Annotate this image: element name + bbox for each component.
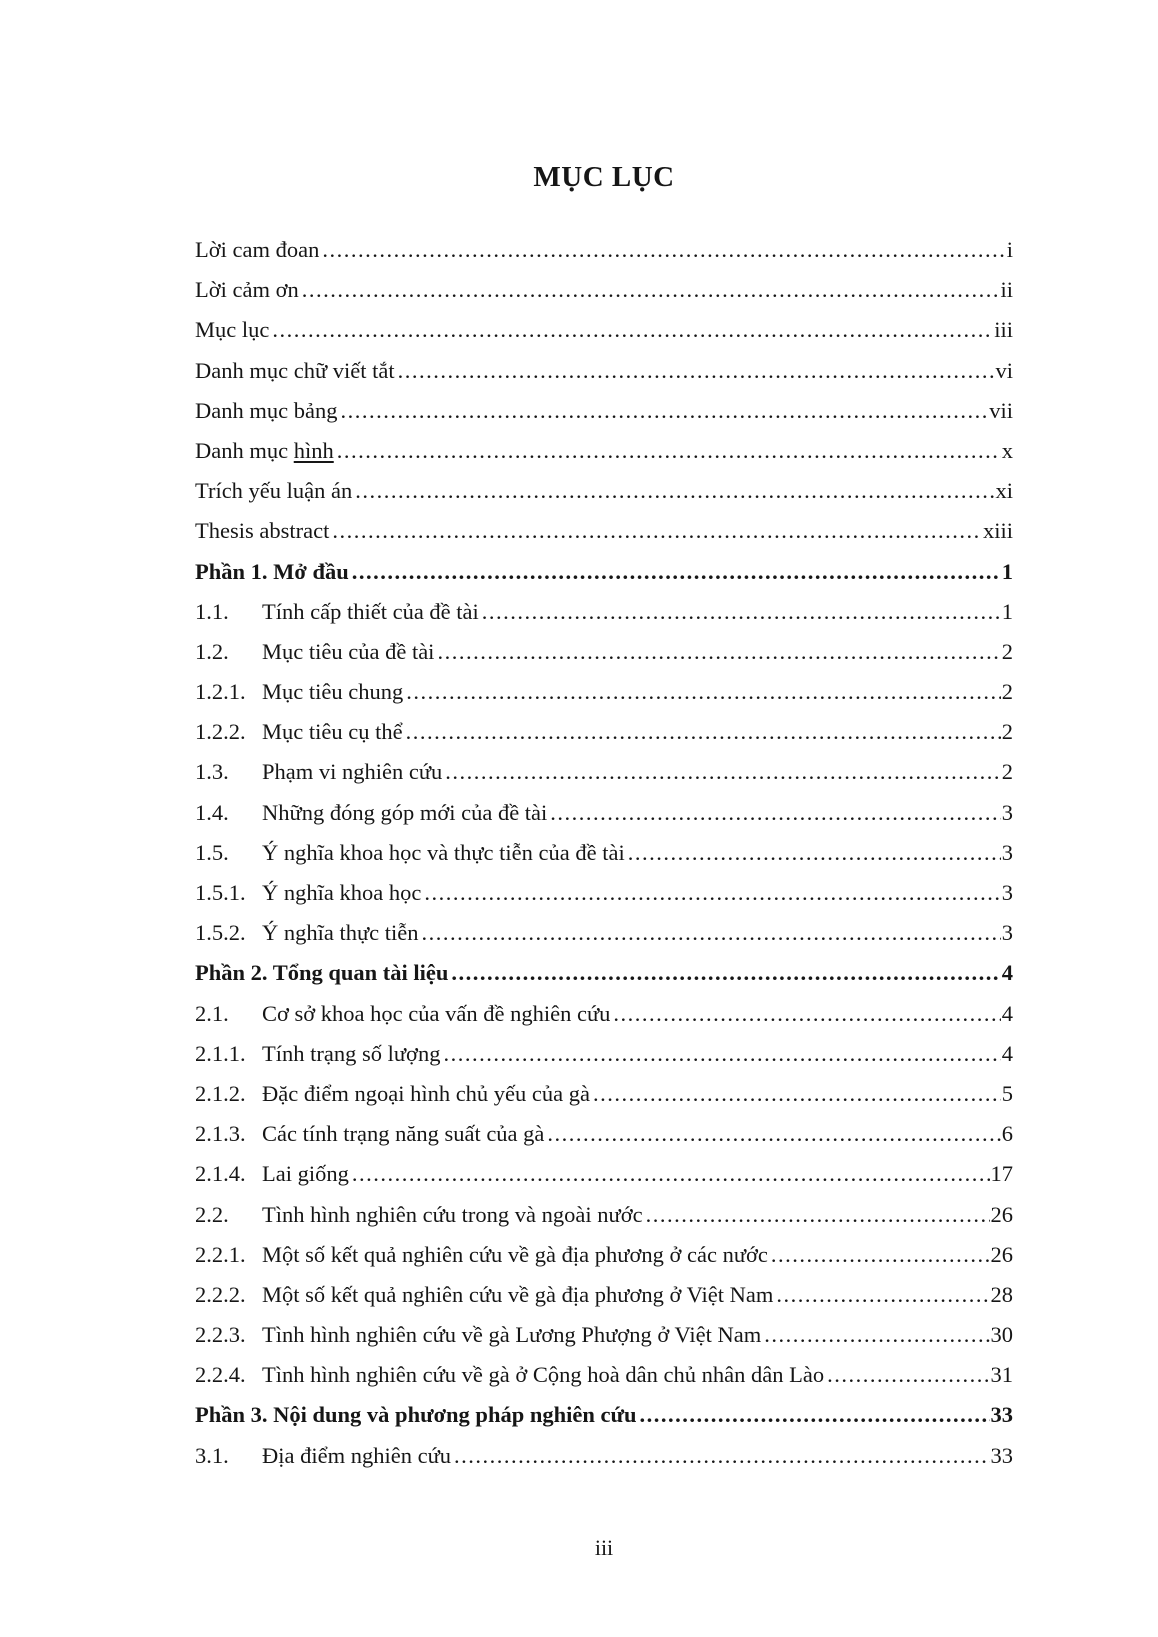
toc-entry-page: 31: [990, 1362, 1013, 1388]
toc-entry-page: iii: [994, 317, 1013, 343]
toc-entry-number: 2.1.1.: [195, 1040, 246, 1066]
toc-entry: [195, 1034, 1013, 1074]
toc-entry: [195, 310, 1013, 350]
toc-entry: [195, 1235, 1013, 1275]
dot-leader: [445, 752, 1000, 792]
toc-entry-page: 2: [1001, 719, 1013, 745]
table-of-contents: [195, 230, 1013, 1476]
dot-leader: [352, 1154, 990, 1194]
dot-leader: [454, 1436, 989, 1476]
toc-entry: [195, 270, 1013, 310]
toc-entry-label: Cơ sở khoa học của vấn đề nghiên cứu: [262, 1000, 611, 1026]
toc-entry: [195, 1074, 1013, 1114]
dot-leader: [398, 351, 995, 391]
toc-entry: [195, 712, 1013, 752]
toc-entry-page: 2: [1001, 638, 1013, 664]
toc-entry: [195, 1154, 1013, 1194]
toc-entry-number: 1.4.: [195, 799, 229, 825]
toc-entry-page: xiii: [982, 518, 1013, 544]
toc-entry: [195, 1275, 1013, 1315]
toc-entry-page: 1: [1001, 558, 1013, 584]
toc-entry-page: ii: [1000, 277, 1013, 303]
toc-entry-page: 2: [1001, 759, 1013, 785]
toc-entry: [195, 752, 1013, 792]
toc-entry-page: vi: [995, 357, 1013, 383]
toc-entry-page: 4: [1001, 1040, 1013, 1066]
dot-leader: [322, 230, 1005, 270]
toc-entry: [195, 511, 1013, 551]
dot-leader: [550, 793, 1000, 833]
toc-entry-page: i: [1006, 237, 1013, 262]
toc-entry-label: Tính trạng số lượng: [262, 1040, 441, 1066]
page-title: MỤC LỤC: [533, 161, 675, 193]
toc-entry-label: Phần 3. Nội dung và phương pháp nghiên cứu: [195, 1402, 637, 1428]
dot-leader: [332, 511, 982, 551]
toc-entry-label: Mục tiêu chung: [262, 679, 404, 705]
toc-entry-page: 3: [1001, 839, 1013, 865]
toc-entry-label: Một số kết quả nghiên cứu về gà địa phương ở các nước: [262, 1241, 768, 1267]
toc-entry-number: 2.2.1.: [195, 1241, 246, 1267]
toc-entry-label: Lời cảm ơn: [195, 277, 299, 303]
toc-entry-label: Ý nghĩa khoa học: [262, 880, 422, 905]
toc-entry: [195, 913, 1013, 953]
dot-leader: [451, 953, 1000, 993]
toc-entry-label: Lời cam đoan: [195, 237, 320, 262]
toc-entry-label: Những đóng góp mới của đề tài: [262, 799, 548, 825]
dot-leader: [340, 391, 988, 431]
dot-leader: [355, 471, 994, 511]
toc-entry-page: 1: [1001, 598, 1013, 624]
dot-leader: [628, 833, 1001, 873]
toc-entry-page: 3: [1001, 799, 1013, 825]
toc-entry: [195, 1114, 1013, 1154]
toc-entry: [195, 351, 1013, 391]
toc-entry-label: Tình hình nghiên cứu trong và ngoài nước: [262, 1201, 643, 1227]
toc-entry: [195, 1355, 1013, 1395]
dot-leader: [764, 1315, 989, 1355]
toc-entry-number: 1.2.1.: [195, 679, 246, 705]
dot-leader: [337, 431, 1001, 471]
toc-entry-number: 1.5.2.: [195, 920, 246, 946]
toc-entry: [195, 1395, 1013, 1435]
toc-entry-label: Tình hình nghiên cứu về gà Lương Phượng ở Việt Nam: [262, 1322, 762, 1348]
toc-entry-page: 2: [1001, 679, 1013, 705]
toc-entry-label: Mục tiêu của đề tài: [262, 638, 435, 664]
toc-entry: [195, 672, 1013, 712]
dot-leader: [406, 712, 1001, 752]
toc-entry-label: Ý nghĩa khoa học và thực tiễn của đề tài: [262, 839, 625, 865]
toc-entry-label: Các tính trạng năng suất của gà: [262, 1121, 545, 1147]
toc-entry: [195, 471, 1013, 511]
dot-leader: [646, 1195, 990, 1235]
toc-entry-number: 1.1.: [195, 598, 229, 624]
page-number-footer: iii: [594, 1535, 614, 1560]
dot-leader: [422, 913, 1001, 953]
toc-entry-page: 30: [990, 1322, 1013, 1348]
toc-entry: [195, 994, 1013, 1034]
toc-entry-label: Phần 1. Mở đầu: [195, 558, 349, 584]
toc-entry-page: xi: [995, 478, 1013, 504]
toc-entry-page: 26: [990, 1201, 1013, 1227]
dot-leader: [827, 1355, 989, 1395]
toc-entry-label: Tình hình nghiên cứu về gà ở Cộng hoà dân chủ nhân dân Lào: [262, 1362, 825, 1388]
toc-entry-number: 2.1.: [195, 1000, 229, 1026]
toc-entry-number: 3.1.: [195, 1442, 229, 1468]
dot-leader: [482, 592, 1001, 632]
toc-entry-page: vii: [989, 397, 1013, 423]
toc-entry-page: 33: [990, 1402, 1013, 1428]
toc-entry: [195, 632, 1013, 672]
toc-entry: [195, 391, 1013, 431]
toc-entry-label: Ý nghĩa thực tiễn: [262, 920, 419, 946]
toc-entry-number: 2.1.3.: [195, 1121, 246, 1147]
toc-entry-page: 28: [990, 1281, 1013, 1307]
toc-entry-page: 3: [1001, 880, 1013, 905]
toc-entry-number: 2.1.2.: [195, 1080, 246, 1106]
toc-entry: [195, 431, 1013, 471]
dot-leader: [640, 1395, 990, 1435]
toc-entry-number: 1.5.1.: [195, 880, 246, 905]
toc-entry-label: Danh mục bảng: [195, 397, 338, 423]
toc-entry: [195, 793, 1013, 833]
dot-leader: [771, 1235, 990, 1275]
toc-entry-page: 17: [990, 1161, 1013, 1187]
toc-entry-number: 1.3.: [195, 759, 229, 785]
toc-entry: [195, 552, 1013, 592]
toc-entry: [195, 1195, 1013, 1235]
toc-entry-page: 33: [990, 1442, 1013, 1468]
toc-entry-page: 4: [1001, 1000, 1013, 1026]
toc-entry-page: x: [1001, 437, 1013, 463]
dot-leader: [613, 994, 1000, 1034]
toc-entry-page: 3: [1001, 920, 1013, 946]
toc-entry-label: Một số kết quả nghiên cứu về gà địa phương ở Việt Nam: [262, 1281, 774, 1307]
toc-entry-page: 26: [990, 1241, 1013, 1267]
toc-entry-label: Danh mục chữ viết tắt: [195, 357, 395, 383]
toc-entry-label: Tính cấp thiết của đề tài: [262, 598, 479, 624]
toc-entry: [195, 1436, 1013, 1476]
toc-entry-number: 2.2.: [195, 1201, 229, 1227]
dot-leader: [443, 1034, 1000, 1074]
toc-entry: [195, 592, 1013, 632]
toc-entry-number: 2.2.4.: [195, 1362, 246, 1388]
toc-entry-number: 2.2.3.: [195, 1322, 246, 1348]
toc-entry-label: Thesis abstract: [195, 518, 330, 544]
toc-entry: [195, 1315, 1013, 1355]
toc-entry-label: Địa điểm nghiên cứu: [262, 1442, 452, 1468]
dot-leader: [352, 552, 1001, 592]
toc-entry-number: 1.2.2.: [195, 719, 246, 745]
dot-leader: [437, 632, 1000, 672]
dot-leader: [547, 1114, 1000, 1154]
toc-entry-label: Mục tiêu cụ thể: [262, 719, 403, 745]
toc-entry-label: Trích yếu luận án: [195, 478, 353, 504]
toc-entry-number: 1.5.: [195, 839, 229, 865]
toc-entry-label: Đặc điểm ngoại hình chủ yếu của gà: [262, 1080, 591, 1106]
toc-entry-page: 4: [1001, 960, 1013, 986]
toc-entry-label: Danh mục hình: [195, 437, 334, 463]
toc-entry-label: Mục lục: [195, 317, 270, 343]
toc-entry: [195, 953, 1013, 993]
dot-leader: [302, 270, 1000, 310]
toc-entry-number: 2.2.2.: [195, 1281, 246, 1307]
toc-entry: [195, 833, 1013, 873]
toc-entry-number: 2.1.4.: [195, 1161, 246, 1187]
dot-leader: [406, 672, 1001, 712]
toc-entry-label: Phạm vi nghiên cứu: [262, 759, 443, 785]
toc-entry-label: Lai giống: [262, 1161, 349, 1187]
toc-entry-page: 6: [1001, 1121, 1013, 1147]
toc-entry-number: 1.2.: [195, 638, 229, 664]
dot-leader: [776, 1275, 989, 1315]
dot-leader: [593, 1074, 1001, 1114]
toc-entry: [195, 873, 1013, 913]
toc-entry: [195, 230, 1013, 270]
dot-leader: [424, 873, 1000, 913]
toc-entry-page: 5: [1001, 1080, 1013, 1106]
toc-entry-label: Phần 2. Tổng quan tài liệu: [195, 960, 449, 986]
dot-leader: [272, 310, 993, 350]
